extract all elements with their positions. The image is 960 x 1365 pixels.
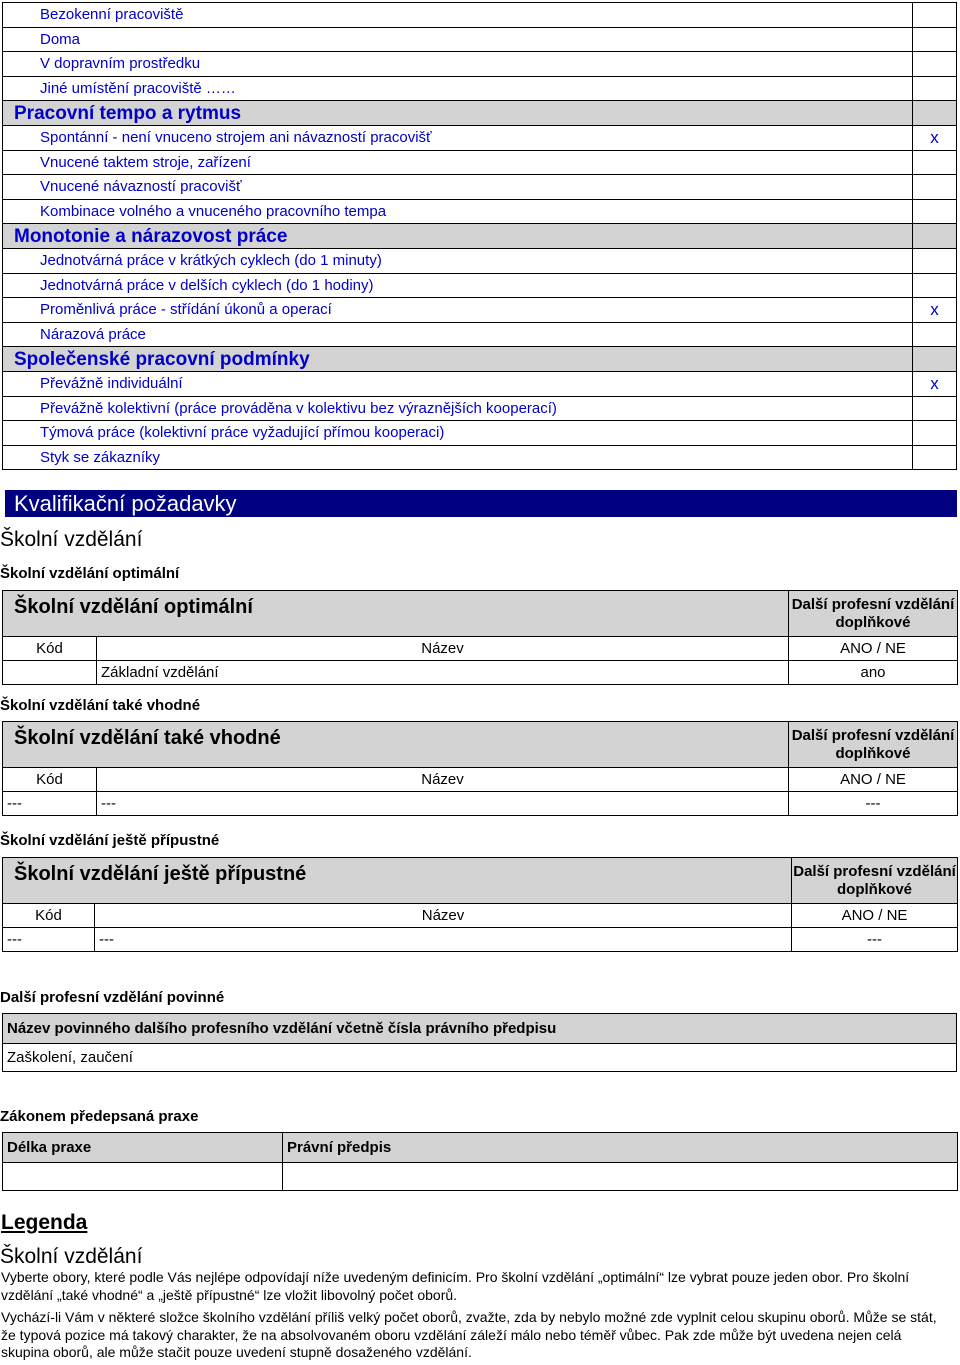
condition-row bbox=[3, 52, 957, 77]
condition-row bbox=[3, 298, 957, 323]
condition-row bbox=[3, 396, 957, 421]
col-practice-law: Právní předpis bbox=[283, 1133, 958, 1163]
col-code: Kód bbox=[3, 904, 95, 928]
condition-mark bbox=[913, 52, 957, 77]
condition-label: Vnucené návazností pracovišť bbox=[3, 175, 913, 200]
condition-mark bbox=[913, 224, 957, 249]
table-row bbox=[3, 792, 958, 816]
condition-row bbox=[3, 175, 957, 200]
still-subheading: Školní vzdělání ještě přípustné bbox=[0, 832, 220, 849]
practice-length-value bbox=[3, 1163, 283, 1191]
condition-label: Týmová práce (kolektivní práce vyžadující přímou kooperaci) bbox=[3, 421, 913, 446]
still-education-table bbox=[2, 857, 958, 952]
condition-group-header bbox=[3, 347, 957, 372]
condition-mark bbox=[913, 396, 957, 421]
practice-table bbox=[2, 1132, 958, 1191]
mandatory-education-table bbox=[2, 1013, 957, 1072]
col-yesno: ANO / NE bbox=[789, 768, 958, 792]
condition-label: Převážně individuální bbox=[3, 371, 913, 396]
mandatory-subheading: Další profesní vzdělání povinné bbox=[0, 989, 225, 1006]
condition-row bbox=[3, 76, 957, 101]
also-education-table bbox=[2, 721, 958, 816]
condition-mark bbox=[913, 248, 957, 273]
col-name: Název bbox=[95, 904, 792, 928]
condition-mark bbox=[913, 27, 957, 52]
practice-law-value bbox=[283, 1163, 958, 1191]
condition-mark bbox=[913, 101, 957, 126]
mandatory-value: Zaškolení, zaučení bbox=[3, 1044, 957, 1072]
condition-label: Jednotvárná práce v krátkých cyklech (do 1 minuty) bbox=[3, 248, 913, 273]
optimal-table-title: Školní vzdělání optimální bbox=[3, 591, 789, 637]
section-bar-qualification: Kvalifikační požadavky bbox=[5, 490, 957, 517]
table-row bbox=[3, 928, 958, 952]
col-practice-length: Délka praxe bbox=[3, 1133, 283, 1163]
condition-mark: x bbox=[913, 125, 957, 150]
legend-subtitle: Školní vzdělání bbox=[0, 1245, 143, 1268]
condition-mark bbox=[913, 347, 957, 372]
condition-row bbox=[3, 371, 957, 396]
condition-label: Společenské pracovní podmínky bbox=[3, 347, 913, 372]
condition-row bbox=[3, 248, 957, 273]
condition-mark: x bbox=[913, 371, 957, 396]
cell-yesno: --- bbox=[789, 792, 958, 816]
condition-group-header bbox=[3, 224, 957, 249]
condition-label: Převážně kolektivní (práce prováděna v kolektivu bez výraznějších kooperací) bbox=[3, 396, 913, 421]
table-row bbox=[3, 661, 958, 685]
condition-label: Spontánní - není vnuceno strojem ani návazností pracovišť bbox=[3, 125, 913, 150]
condition-label: Doma bbox=[3, 27, 913, 52]
condition-mark: x bbox=[913, 298, 957, 323]
optimal-extra-header: Další profesní vzdělání doplňkové bbox=[789, 591, 958, 637]
school-education-heading: Školní vzdělání bbox=[0, 528, 143, 551]
condition-label: Proměnlivá práce - střídání úkonů a operací bbox=[3, 298, 913, 323]
condition-label: Pracovní tempo a rytmus bbox=[3, 101, 913, 126]
condition-row bbox=[3, 199, 957, 224]
condition-label: Kombinace volného a vnuceného pracovního tempa bbox=[3, 199, 913, 224]
condition-mark bbox=[913, 273, 957, 298]
condition-mark bbox=[913, 76, 957, 101]
also-extra-header: Další profesní vzdělání doplňkové bbox=[789, 722, 958, 768]
condition-row bbox=[3, 273, 957, 298]
still-table-title: Školní vzdělání ještě přípustné bbox=[3, 858, 792, 904]
condition-mark bbox=[913, 421, 957, 446]
condition-label: Styk se zákazníky bbox=[3, 445, 913, 470]
condition-row bbox=[3, 421, 957, 446]
legend-paragraph-2: Vychází-li Vám v některé složce školního vzdělání příliš velký počet oborů, zvažte, zda by nebylo možné zde vyplnit celou skupinu oborů. Může se stát, že typová pozice má takový charakter, že na absolvovaném oboru vzdělání záleží málo nebo téměř vůbec. Pak zde může být uvedena nejen celá skupina oborů, ale může stačit pouze uvedení stupně dosaženého vzdělání. bbox=[1, 1309, 937, 1360]
cell-yesno: --- bbox=[792, 928, 958, 952]
condition-label: Jednotvárná práce v delších cyklech (do 1 hodiny) bbox=[3, 273, 913, 298]
col-name: Název bbox=[97, 637, 789, 661]
col-code: Kód bbox=[3, 637, 97, 661]
condition-row bbox=[3, 445, 957, 470]
optimal-subheading: Školní vzdělání optimální bbox=[0, 565, 180, 582]
col-code: Kód bbox=[3, 768, 97, 792]
condition-label: Vnucené taktem stroje, zařízení bbox=[3, 150, 913, 175]
cell-code: --- bbox=[3, 928, 95, 952]
legend-paragraph-1: Vyberte obory, které podle Vás nejlépe odpovídají níže uvedeným definicím. Pro školní vzdělání „optimální“ lze vybrat pouze jeden obor. Pro školní vzdělání „také vhodné“ a „ještě přípustné“ lze vložit libovolný počet oborů. bbox=[1, 1269, 910, 1303]
condition-row bbox=[3, 3, 957, 28]
condition-group-header bbox=[3, 101, 957, 126]
work-conditions-table bbox=[2, 2, 957, 470]
cell-name: Základní vzdělání bbox=[97, 661, 789, 685]
optimal-education-table bbox=[2, 590, 958, 685]
condition-label: Monotonie a nárazovost práce bbox=[3, 224, 913, 249]
condition-mark bbox=[913, 445, 957, 470]
mandatory-header: Název povinného dalšího profesního vzdělání včetně čísla právního předpisu bbox=[3, 1014, 957, 1044]
col-yesno: ANO / NE bbox=[792, 904, 958, 928]
condition-row bbox=[3, 125, 957, 150]
also-subheading: Školní vzdělání také vhodné bbox=[0, 697, 201, 714]
cell-yesno: ano bbox=[789, 661, 958, 685]
condition-label: V dopravním prostředku bbox=[3, 52, 913, 77]
cell-name: --- bbox=[95, 928, 792, 952]
cell-code: --- bbox=[3, 792, 97, 816]
condition-row bbox=[3, 150, 957, 175]
condition-label: Nárazová práce bbox=[3, 322, 913, 347]
also-table-title: Školní vzdělání také vhodné bbox=[3, 722, 789, 768]
condition-row bbox=[3, 27, 957, 52]
col-yesno: ANO / NE bbox=[789, 637, 958, 661]
practice-subheading: Zákonem předepsaná praxe bbox=[0, 1108, 199, 1125]
condition-mark bbox=[913, 150, 957, 175]
condition-mark bbox=[913, 322, 957, 347]
condition-mark bbox=[913, 175, 957, 200]
condition-row bbox=[3, 322, 957, 347]
legend-title: Legenda bbox=[1, 1211, 88, 1234]
cell-name: --- bbox=[97, 792, 789, 816]
condition-mark bbox=[913, 3, 957, 28]
condition-label: Jiné umístění pracoviště …… bbox=[3, 76, 913, 101]
condition-label: Bezokenní pracoviště bbox=[3, 3, 913, 28]
condition-mark bbox=[913, 199, 957, 224]
col-name: Název bbox=[97, 768, 789, 792]
still-extra-header: Další profesní vzdělání doplňkové bbox=[792, 858, 958, 904]
cell-code bbox=[3, 661, 97, 685]
